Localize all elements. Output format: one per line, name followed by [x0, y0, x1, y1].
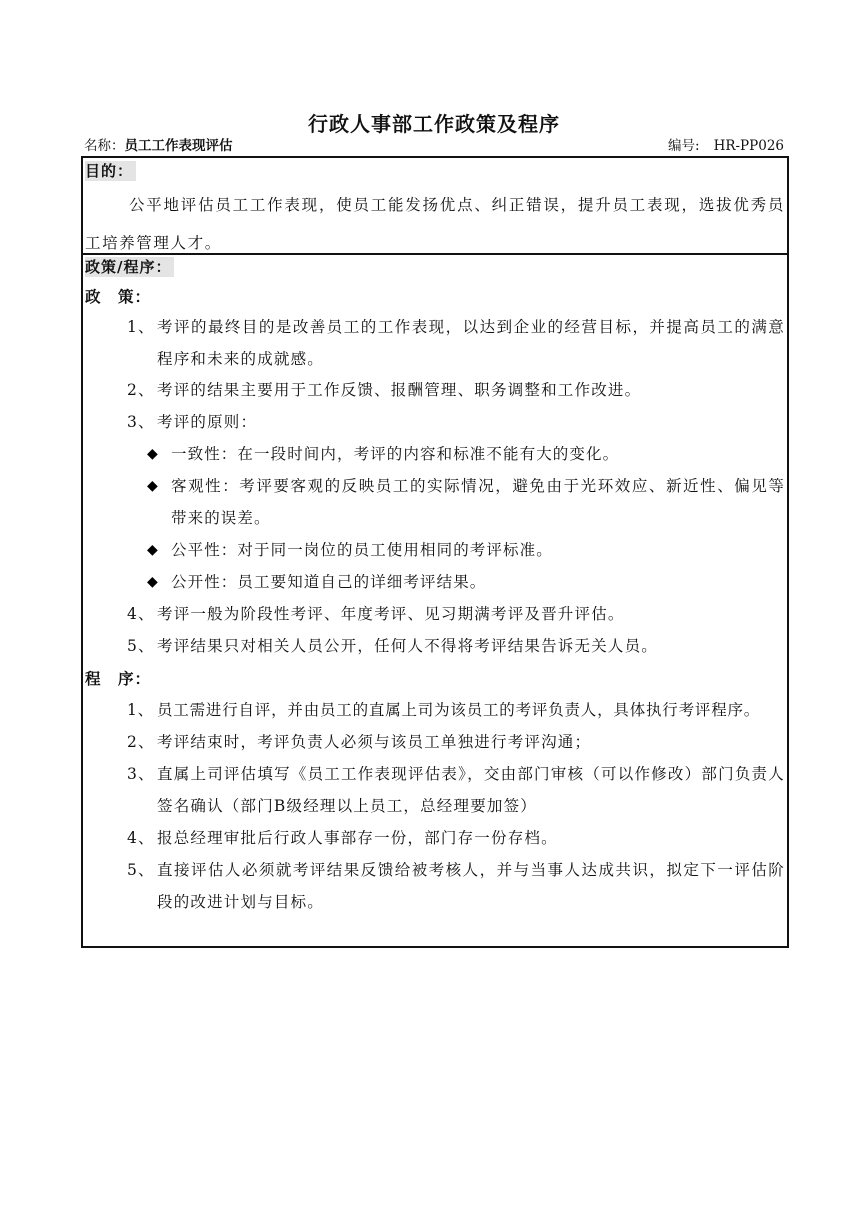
principle-text: 公开性：员工要知道自己的详细考评结果。	[171, 573, 487, 591]
principle-text: 公平性：对于同一岗位的员工使用相同的考评标准。	[171, 541, 553, 559]
code-label: 编号:	[668, 138, 700, 154]
principle-text: 一致性：在一段时间内，考评的内容和标准不能有大的变化。	[171, 445, 620, 463]
procedure-item	[127, 758, 785, 822]
policy-item-text: 考评结果只对相关人员公开，任何人不得将考评结果告诉无关人员。	[157, 637, 659, 655]
purpose-text: 公平地评估员工工作表现，使员工能发扬优点、纠正错误，提升员工表现，选拔优秀员工培养管理人才。	[85, 196, 785, 252]
document-meta-row	[82, 137, 788, 155]
policy-item	[127, 630, 785, 662]
procedure-item-number: 1、	[127, 701, 154, 719]
policy-item-text: 考评的结果主要用于工作反馈、报酬管理、职务调整和工作改进。	[157, 381, 642, 399]
document-code	[668, 137, 784, 155]
policy-item-number: 4、	[127, 605, 155, 623]
principle-item	[147, 438, 785, 470]
principle-item	[147, 566, 785, 598]
diamond-bullet-icon: ◆	[147, 446, 159, 462]
diamond-bullet-icon: ◆	[147, 478, 159, 494]
procedure-item	[127, 726, 785, 758]
document-title: 行政人事部工作政策及程序	[308, 112, 560, 136]
policy-item-number: 1、	[127, 318, 155, 336]
principle-text: 客观性：考评要客观的反映员工的实际情况，避免由于光环效应、新近性、偏见等带来的误差。	[171, 477, 785, 527]
procedure-item	[127, 854, 785, 918]
policy-item	[127, 311, 785, 375]
policy-item-number: 3、	[127, 413, 155, 431]
policy-item	[127, 598, 785, 630]
procedure-item-text: 直接评估人必须就考评结果反馈给被考核人，并与当事人达成共识，拟定下一评估阶段的改进计划与目标。	[157, 861, 785, 911]
policy-item-number: 5、	[127, 637, 155, 655]
procedure-item	[127, 822, 785, 854]
policy-item	[127, 374, 785, 406]
procedure-item-number: 3、	[127, 765, 155, 783]
policy-item-text: 考评的最终目的是改善员工的工作表现，以达到企业的经营目标，并提高员工的满意程序和未来的成就感。	[157, 318, 785, 368]
procedure-item-text: 员工需进行自评，并由员工的直属上司为该员工的考评负责人，具体执行考评程序。	[157, 701, 761, 719]
principle-item	[147, 534, 785, 566]
policy-item-number: 2、	[127, 381, 155, 399]
procedure-item-number: 5、	[127, 861, 155, 879]
procedure-item-text: 报总经理审批后行政人事部存一份，部门存一份存档。	[157, 829, 558, 847]
diamond-bullet-icon: ◆	[147, 574, 159, 590]
policy-item	[127, 406, 785, 438]
diamond-bullet-icon: ◆	[147, 542, 159, 558]
procedure-item-text: 考评结束时，考评负责人必须与该员工单独进行考评沟通；	[157, 733, 592, 751]
purpose-heading: 目的：	[85, 161, 136, 181]
procedure-item-number: 4、	[127, 829, 155, 847]
procedure-heading: 程 序：	[85, 669, 152, 688]
procedure-item	[127, 694, 785, 726]
document-frame	[81, 156, 789, 948]
policy-item-text: 考评的原则：	[157, 413, 258, 431]
code-value: HR-PP026	[713, 138, 784, 154]
procedure-item-number: 2、	[127, 733, 155, 751]
policy-item-text: 考评一般为阶段性考评、年度考评、见习期满考评及晋升评估。	[157, 605, 625, 623]
procedure-item-text: 直属上司评估填写《员工工作表现评估表》，交由部门审核（可以作修改）部门负责人签名确认（部门B级经理以上员工，总经理要加签）	[157, 765, 785, 815]
principle-item	[147, 470, 785, 534]
name-label: 名称：	[84, 138, 125, 154]
policy-heading: 政 策：	[85, 287, 152, 306]
document-name	[84, 137, 233, 155]
policy-procedure-heading: 政策/程序：	[85, 257, 174, 277]
section-divider	[83, 253, 787, 255]
name-value: 员工工作表现评估	[124, 138, 233, 154]
